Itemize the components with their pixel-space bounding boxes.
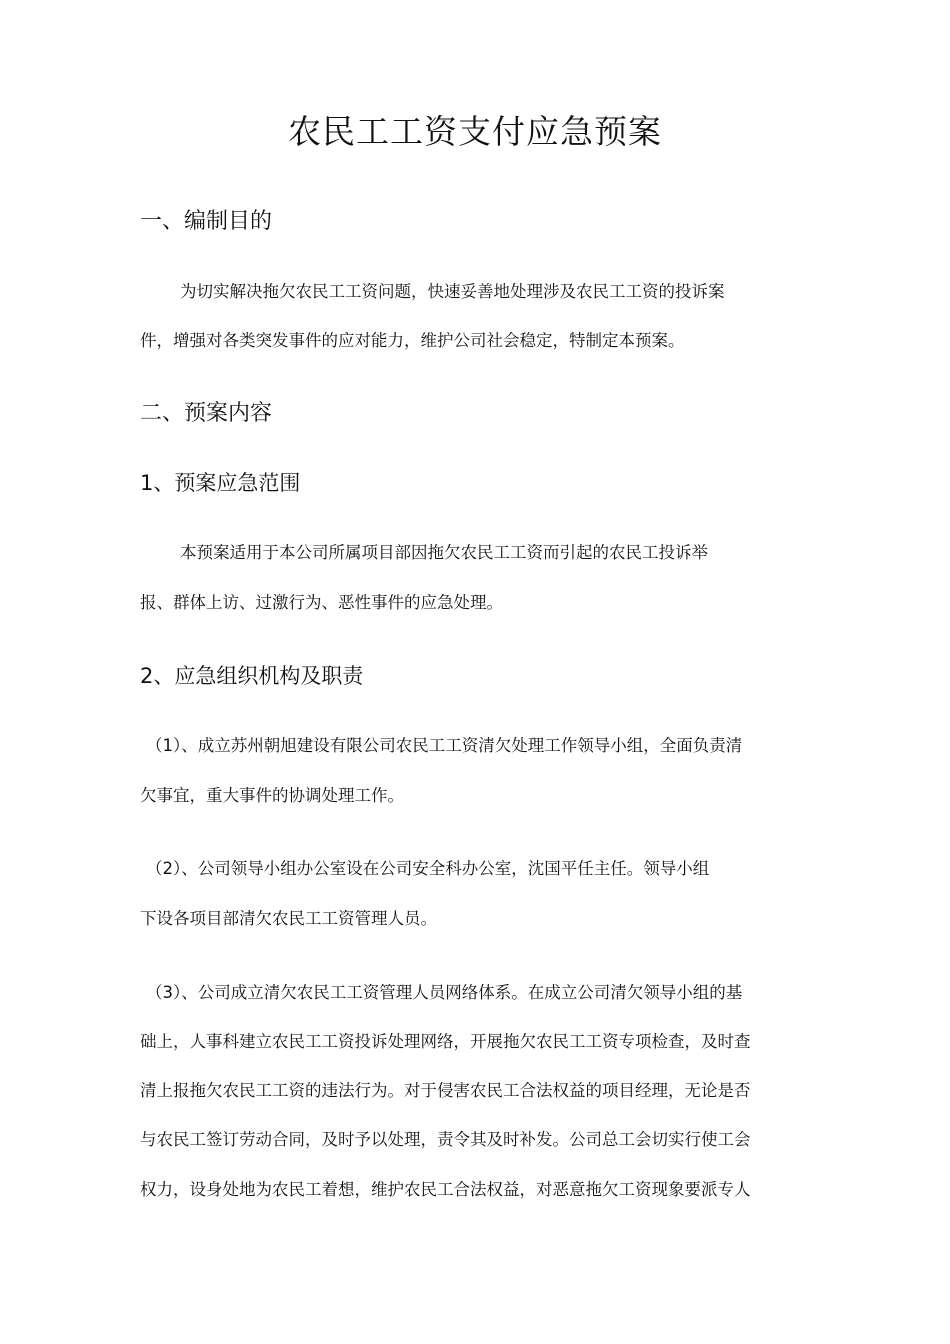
list-item-line: （3）、公司成立清欠农民工工资管理人员网络体系。在成立公司清欠领导小组的基: [146, 983, 743, 1002]
paragraph-line: 本预案适用于本公司所属项目部因拖欠农民工工资而引起的农民工投诉举: [180, 543, 708, 562]
subsection-heading-scope: 1、预案应急范围: [140, 471, 301, 495]
list-item-line: 权力，设身处地为农民工着想，维护农民工合法权益，对恶意拖欠工资现象要派专人: [140, 1180, 751, 1199]
section-heading-content: 二、预案内容: [140, 401, 273, 426]
list-item-line: 欠事宜，重大事件的协调处理工作。: [140, 786, 404, 805]
subsection-heading-organization: 2、应急组织机构及职责: [140, 664, 364, 688]
paragraph-line: 报、群体上访、过激行为、恶性事件的应急处理。: [140, 593, 503, 612]
document-title: 农民工工资支付应急预案: [288, 112, 662, 151]
section-heading-purpose: 一、编制目的: [140, 209, 273, 234]
list-item-line: 与农民工签订劳动合同，及时予以处理，责令其及时补发。公司总工会切实行使工会: [140, 1130, 751, 1149]
list-item-line: 础上，人事科建立农民工工资投诉处理网络，开展拖欠农民工工资专项检查，及时查: [140, 1032, 751, 1051]
list-item-line: 清上报拖欠农民工工资的违法行为。对于侵害农民工合法权益的项目经理，无论是否: [140, 1081, 751, 1100]
paragraph-line: 为切实解决拖欠农民工工资问题，快速妥善地处理涉及农民工工资的投诉案: [180, 282, 725, 301]
list-item-line: （1）、成立苏州朝旭建设有限公司农民工工资清欠处理工作领导小组，全面负责清: [146, 736, 743, 755]
paragraph-line: 件，增强对各类突发事件的应对能力，维护公司社会稳定，特制定本预案。: [140, 331, 685, 350]
list-item-line: 下设各项目部清欠农民工工资管理人员。: [140, 909, 437, 928]
list-item-line: （2）、公司领导小组办公室设在公司安全科办公室，沈国平任主任。领导小组: [146, 859, 710, 878]
